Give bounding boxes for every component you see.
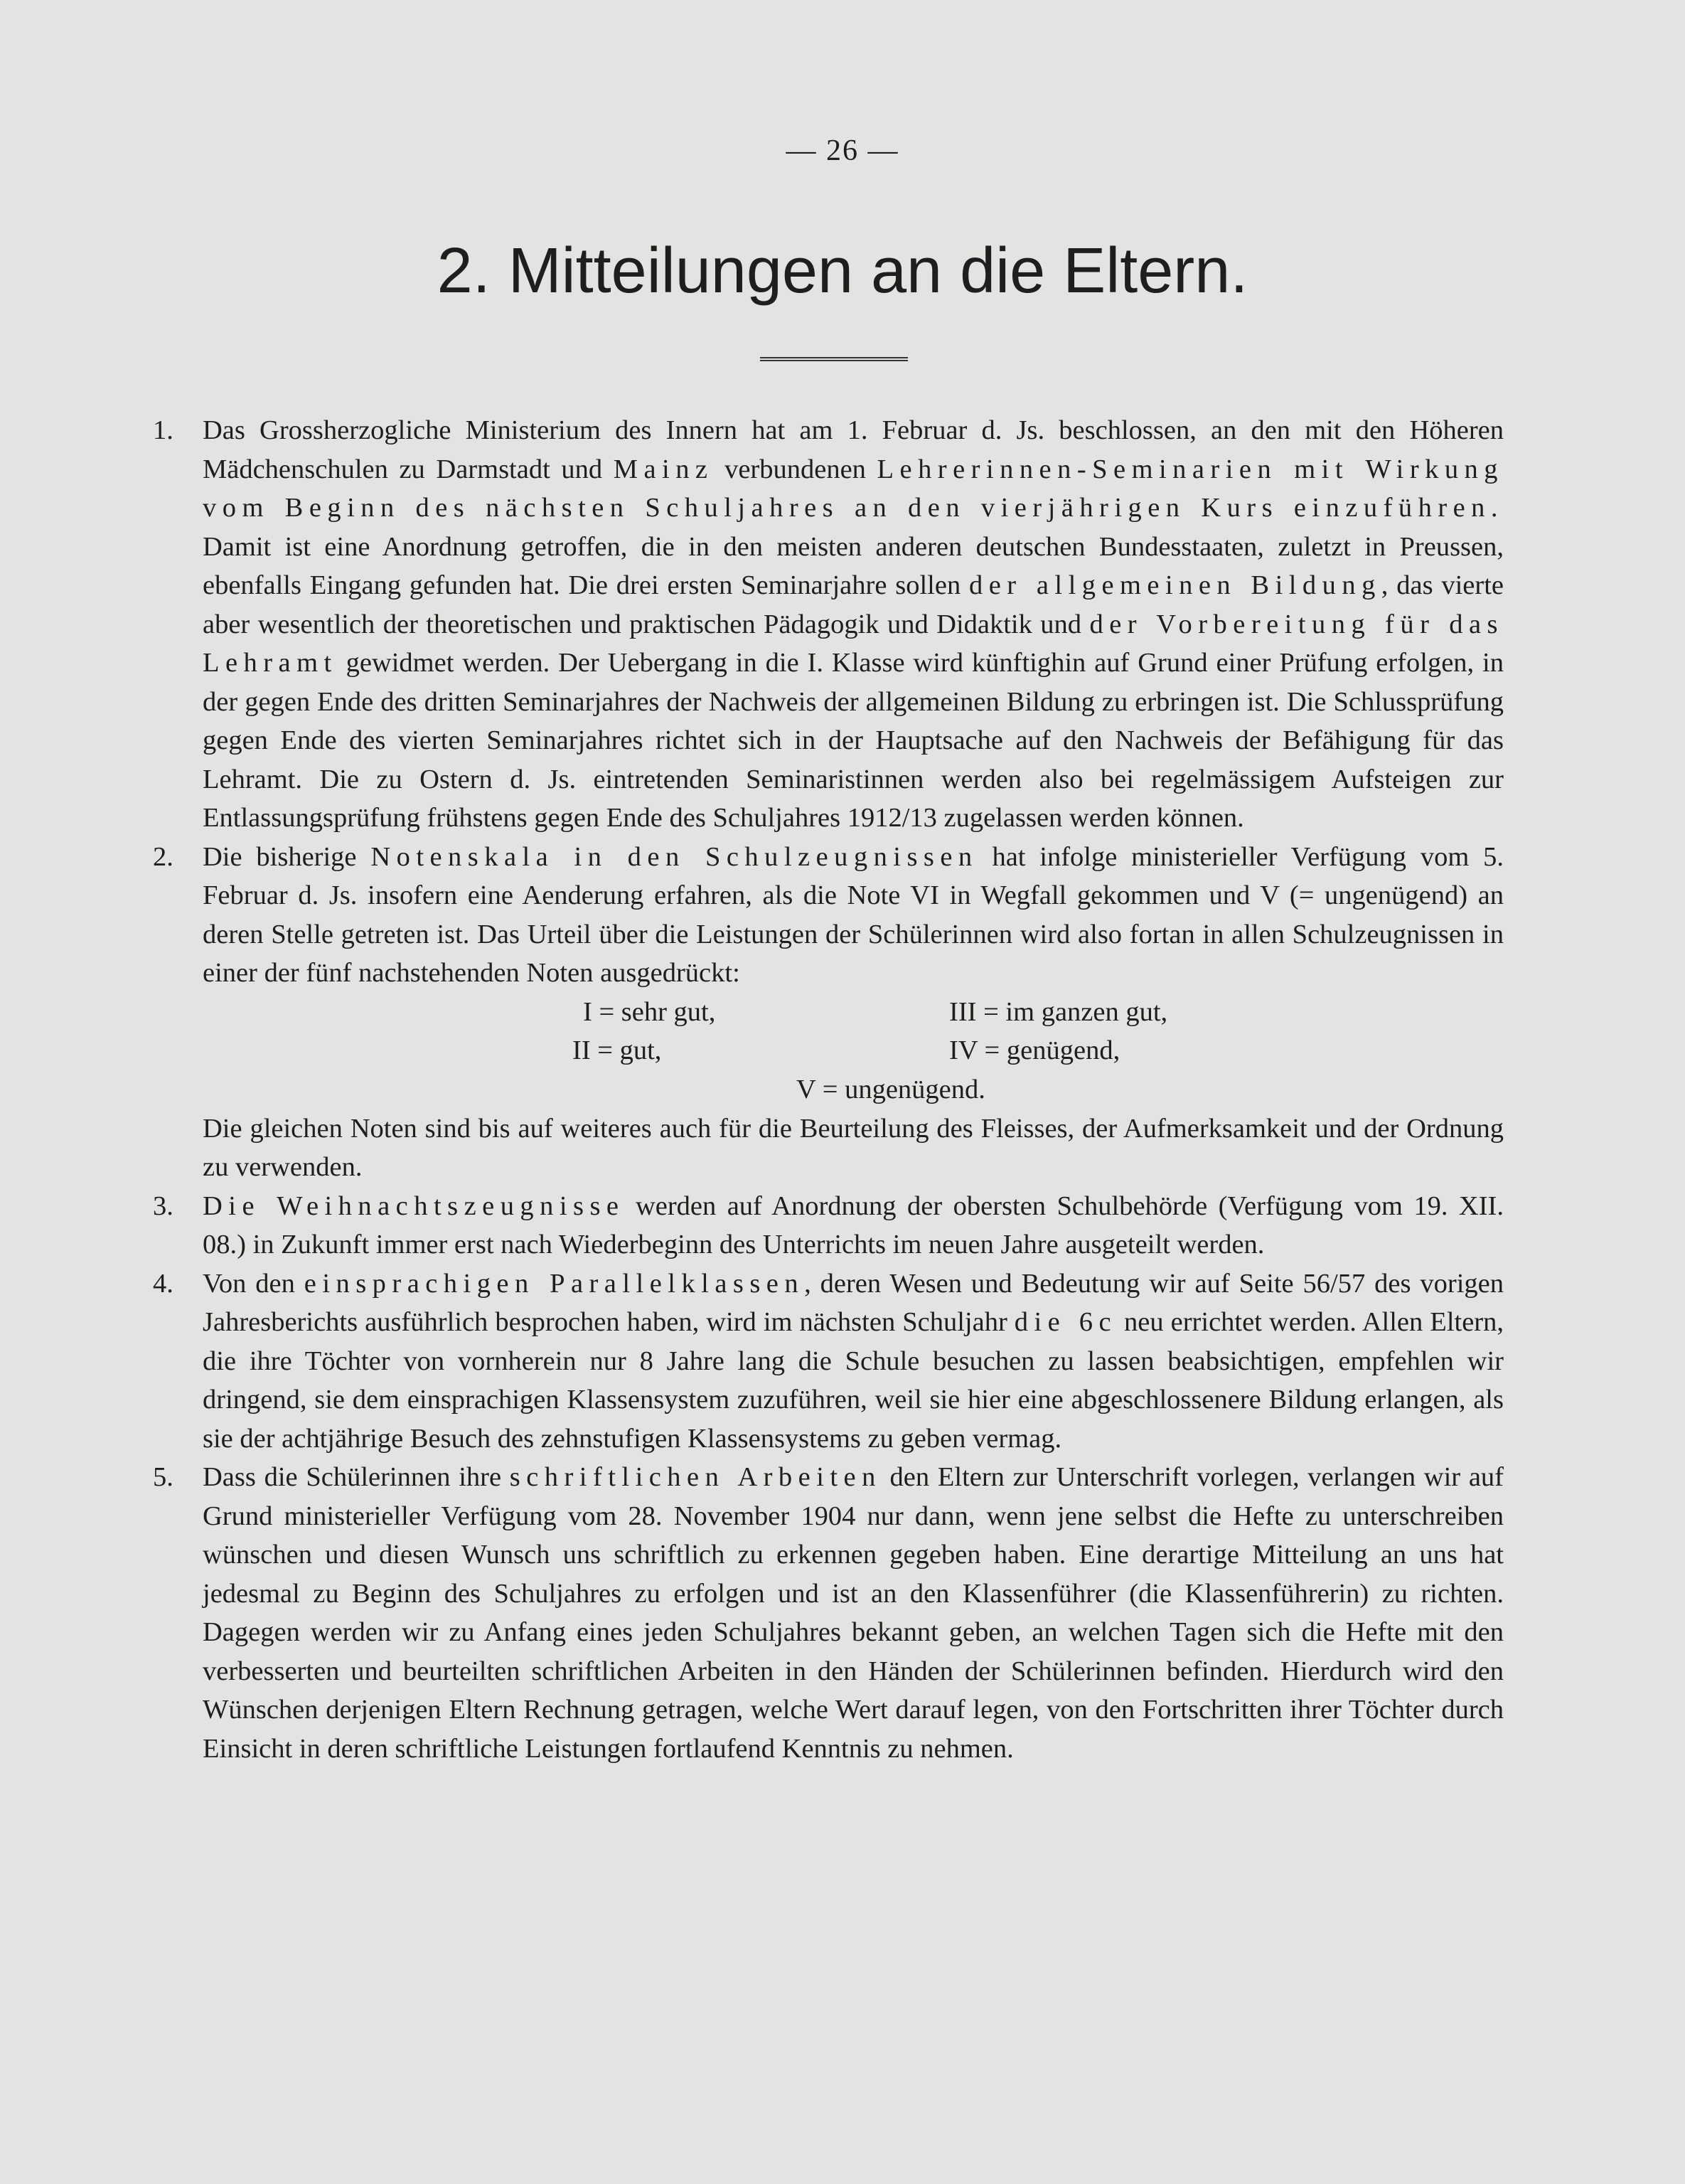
- spaced-emphasis: der Vorbereitung für das Lehramt: [203, 609, 1504, 678]
- text-run: werden auf Anordnung der obersten Schulbehörde (Verfügung vom 19. XII. 08.) in Zukunft immer erst nach Wiederbeginn des Unterrichts im neuen Jahre ausgeteilt werden.: [203, 1190, 1504, 1259]
- text-run: Die bisherige: [203, 841, 371, 872]
- item-number: 5.: [153, 1462, 173, 1492]
- spaced-emphasis: Notenskala in den Schulzeugnissen: [370, 841, 978, 872]
- text-run: verbundenen: [713, 454, 877, 484]
- spaced-emphasis: Lehrerinnen-Seminarien mit Wirkung vom Beginn des nächsten Schuljahres an den vierjährigen Kurs einzuführen.: [203, 454, 1504, 523]
- text-run: gewidmet werden. Der Uebergang in die I. Klasse wird künftighin auf Grund einer Prüfung erfolgen, in der gegen Ende des dritten Seminarjahres der Nachweis der allgemeinen Bildung zu erbringen ist. Die Schlussprüfung gegen Ende des vierten Seminarjahres richtet sich in der Hauptsache auf den Nachweis der Befähigung für das Lehramt. Die zu Ostern d. Js. eintretenden Seminaristinnen werden also bei regelmässigem Aufsteigen zur Entlassungsprüfung frühstens gegen Ende des Schuljahres 1912/13 zugelassen werden können.: [203, 648, 1504, 833]
- spaced-emphasis: schriftlichen Arbeiten: [509, 1462, 882, 1492]
- page-title: 2. Mitteilungen an die Eltern.: [437, 235, 1248, 307]
- list-item: [153, 1458, 1504, 1768]
- spaced-emphasis: die 6c: [1014, 1307, 1118, 1337]
- list-item: [153, 1264, 1504, 1459]
- text-run: Das Grossherzogliche Ministerium des Innern hat am 1. Februar d. Js. beschlossen, an den mit den Höheren Mädchenschulen zu Darmstadt und: [203, 415, 1504, 484]
- page-number: — 26 —: [786, 134, 899, 167]
- text-run: Damit ist eine Anordnung getroffen, die in den meisten anderen deutschen Bundesstaaten, zuletzt in Preussen, ebenfalls Eingang gefunden hat. Die drei ersten Seminarjahre sollen: [203, 531, 1504, 600]
- item-number: 4.: [153, 1268, 173, 1299]
- item-number: 1.: [153, 415, 173, 445]
- spaced-emphasis: Die Weihnachtszeugnisse: [203, 1190, 625, 1221]
- list-item: [153, 838, 1504, 1187]
- grade-entry: IV = genügend,: [949, 1035, 1120, 1065]
- grade-entry: II = gut,: [572, 1035, 662, 1065]
- grade-entry: III = im ganzen gut,: [949, 996, 1168, 1027]
- text-run: Von den: [203, 1268, 304, 1299]
- item-number: 2.: [153, 841, 173, 872]
- grade-entry: V = ungenügend.: [796, 1074, 985, 1104]
- list-item: [153, 411, 1504, 838]
- paragraph: [203, 1187, 1504, 1264]
- item-number: 3.: [153, 1190, 173, 1221]
- body-text: [153, 411, 1504, 1768]
- list-item: [153, 1187, 1504, 1264]
- grade-entry: I = sehr gut,: [583, 996, 716, 1027]
- text-run: , das vierte aber wesentlich der theoretischen und praktischen Pädagogik und Didaktik und: [203, 570, 1504, 639]
- grade-scale: [252, 993, 1504, 1109]
- spaced-emphasis: der allgemeinen Bildung: [969, 570, 1381, 600]
- paragraph: [203, 411, 1504, 838]
- paragraph: [203, 1264, 1504, 1459]
- paragraph: [203, 1109, 1504, 1187]
- paragraph: [203, 838, 1504, 993]
- paragraph: [203, 1458, 1504, 1768]
- text-run: neu errichtet werden. Allen Eltern, die ihre Töchter von vornherein nur 8 Jahre lang die Schule besuchen zu lassen beabsichtigen, empfehlen wir dringend, sie dem einsprachigen Klassensystem zuzuführen, weil sie hier eine abgeschlossenere Bildung erlangen, als sie der achtjährige Besuch des zehnstufigen Klassensystems zu geben vermag.: [203, 1307, 1504, 1454]
- title-divider: [760, 357, 908, 361]
- text-run: Die gleichen Noten sind bis auf weiteres auch für die Beurteilung des Fleisses, der Aufmerksamkeit und der Ordnung zu verwenden.: [203, 1113, 1504, 1182]
- text-run: den Eltern zur Unterschrift vorlegen, verlangen wir auf Grund ministerieller Verfügung vom 28. November 1904 nur dann, wenn jene selbst die Hefte zu unterschreiben wünschen und diesen Wunsch uns schriftlich zu erkennen gegeben haben. Eine derartige Mitteilung an uns hat jedesmal zu Beginn des Schuljahres zu erfolgen und ist an den Klassenführer (die Klassenführerin) zu richten. Dagegen werden wir zu Anfang eines jeden Schuljahres bekannt geben, an welchen Tagen sich die Hefte mit den verbesserten und beurteilten schriftlichen Arbeiten in den Händen der Schülerinnen befinden. Hierdurch wird den Wünschen derjenigen Eltern Rechnung getragen, welche Wert darauf legen, von den Fortschritten ihrer Töchter durch Einsicht in deren schriftliche Leistungen fortlaufend Kenntnis zu nehmen.: [203, 1462, 1504, 1764]
- spaced-emphasis: einsprachigen Parallelklassen: [304, 1268, 805, 1299]
- text-run: , deren Wesen und Bedeutung wir auf Seite 56/57 des vorigen Jahresberichts ausführlich besprochen haben, wird im nächsten Schuljahr: [203, 1268, 1504, 1337]
- text-run: hat infolge ministerieller Verfügung vom 5. Februar d. Js. insofern eine Aenderung erfahren, als die Note VI in Wegfall gekommen und V (= ungenügend) an deren Stelle getreten ist. Das Urteil über die Leistungen der Schülerinnen wird also fortan in allen Schulzeugnissen in einer der fünf nachstehenden Noten ausgedrückt:: [203, 841, 1504, 988]
- spaced-emphasis: Mainz: [613, 454, 714, 484]
- text-run: Dass die Schülerinnen ihre: [203, 1462, 510, 1492]
